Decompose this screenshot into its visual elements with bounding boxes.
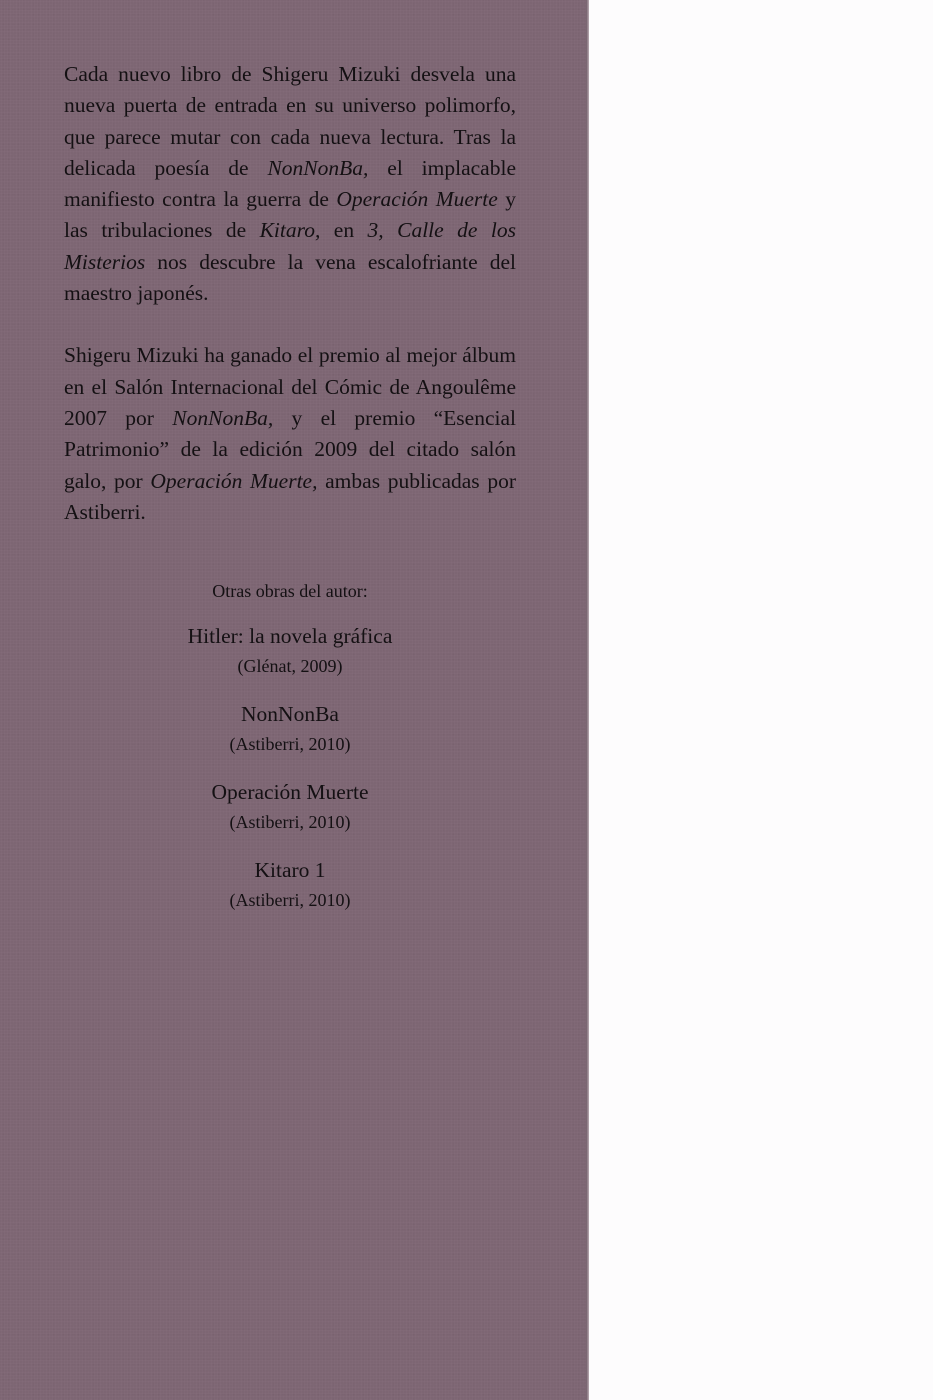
- book-title-italic: Operación Muerte: [336, 187, 498, 212]
- blurb-text: el implacable manifiesto contra la guerra de: [64, 155, 516, 212]
- other-works-list: [64, 577, 516, 933]
- work-title: Kitaro 1: [254, 858, 326, 882]
- blurb-text: y las tribulaciones de: [64, 187, 516, 243]
- work-publisher-year: (Astiberri, 2010): [229, 812, 351, 832]
- blank-page-area: [589, 0, 933, 1400]
- other-works-heading: Otras obras del autor:: [212, 581, 368, 601]
- blurb-paragraph-2: [64, 340, 516, 528]
- blurb-text: Cada nuevo libro de Shigeru Mizuki desvela una nueva puerta de entrada en su universo polimorfo, que parece mutar con cada nueva lectura. Tras la delicada poesía de: [64, 62, 516, 180]
- blurb-text: y el premio “Esencial Patrimonio” de la edición 2009 del citado salón galo, por: [64, 405, 516, 493]
- book-title-italic: NonNonBa,: [267, 155, 369, 180]
- work-item: [64, 855, 516, 915]
- blurb-text: ambas publicadas por Astiberri.: [64, 468, 516, 524]
- book-title-italic: Kitaro,: [259, 218, 321, 243]
- work-item: [64, 777, 516, 837]
- work-item: [64, 699, 516, 759]
- blurb-text: en: [320, 218, 368, 243]
- blurb-text: nos descubre la vena escalofriante del maestro japonés.: [64, 249, 516, 306]
- book-title-italic: Operación Muerte,: [150, 468, 318, 493]
- work-item: [64, 621, 516, 681]
- blurb-paragraph-1: [64, 59, 516, 309]
- work-title: Hitler: la novela gráfica: [187, 624, 393, 648]
- work-publisher-year: (Astiberri, 2010): [229, 890, 351, 910]
- work-publisher-year: (Glénat, 2009): [237, 656, 343, 676]
- blurb-text: Shigeru Mizuki ha ganado el premio al mejor álbum en el Salón Internacional del Cómic de Angoulême 2007 por: [64, 343, 516, 430]
- work-publisher-year: (Astiberri, 2010): [229, 734, 351, 754]
- author-blurb: [64, 59, 516, 528]
- book-title-italic: 3, Calle de los Misterios: [64, 218, 516, 274]
- work-title: Operación Muerte: [211, 780, 369, 804]
- book-title-italic: NonNonBa,: [172, 405, 274, 430]
- work-title: NonNonBa: [241, 702, 339, 726]
